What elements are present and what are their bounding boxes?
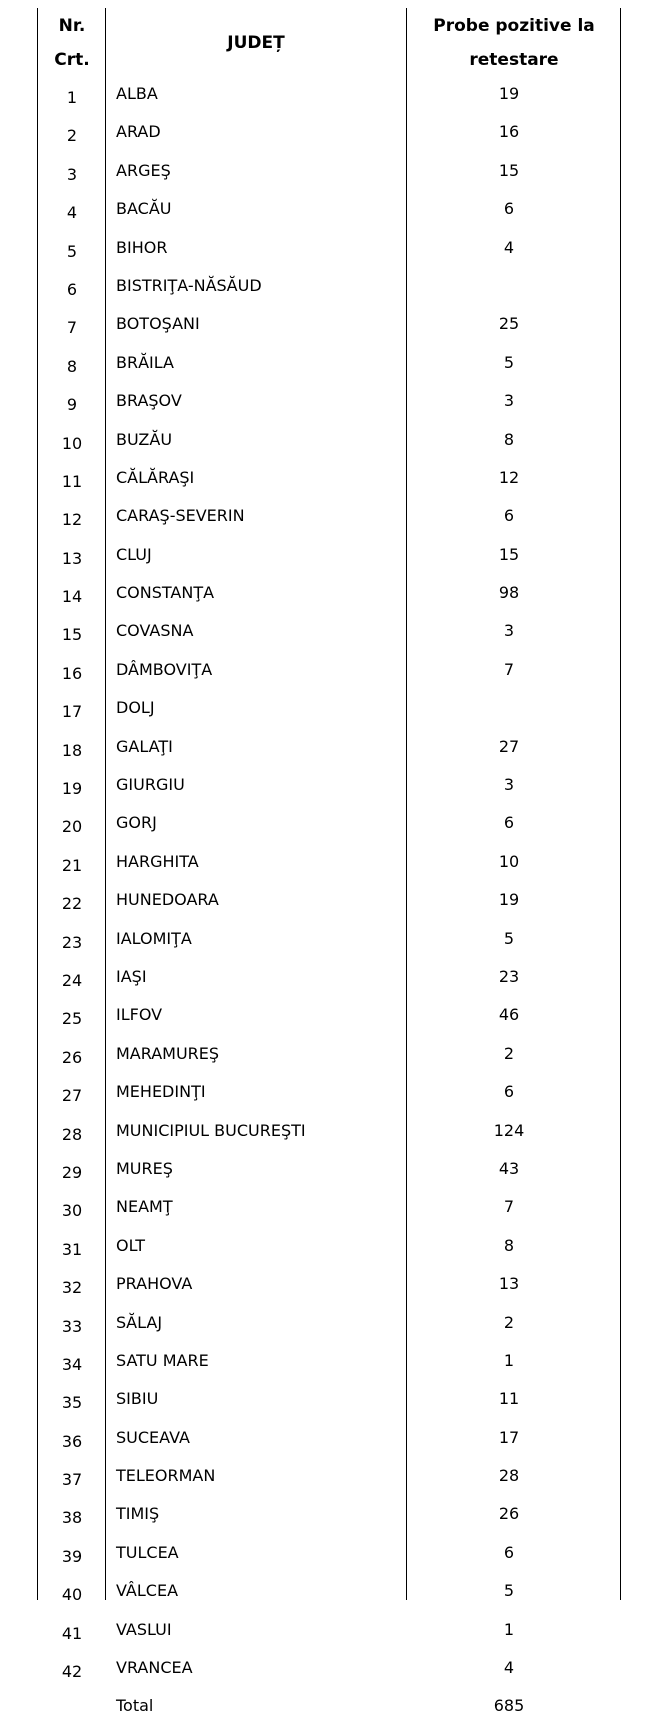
row-number: 36 bbox=[61, 1431, 83, 1451]
table-row bbox=[38, 577, 620, 615]
county-name: ILFOV bbox=[116, 1005, 163, 1025]
positive-retests-value: 7 bbox=[503, 1197, 515, 1217]
county-name: BRAŞOV bbox=[116, 391, 182, 411]
table-row bbox=[38, 1076, 620, 1114]
positive-retests-value: 8 bbox=[503, 1235, 515, 1255]
header-nr-crt bbox=[38, 8, 106, 78]
county-name: MUREŞ bbox=[116, 1158, 173, 1178]
header-judet-label: JUDEȚ bbox=[227, 33, 285, 53]
county-name: GIURGIU bbox=[116, 775, 185, 795]
header-judet bbox=[106, 8, 406, 78]
table-row bbox=[38, 155, 620, 193]
row-number: 5 bbox=[66, 241, 78, 261]
table-row bbox=[38, 923, 620, 961]
county-name: ARGEŞ bbox=[116, 160, 171, 180]
positive-retests-value: 15 bbox=[498, 544, 520, 564]
row-number: 12 bbox=[61, 510, 83, 530]
table-row bbox=[38, 308, 620, 346]
row-number: 37 bbox=[61, 1470, 83, 1490]
county-name: CARAŞ-SEVERIN bbox=[116, 506, 245, 526]
positive-retests-value: 5 bbox=[503, 352, 515, 372]
county-name: IAŞI bbox=[116, 966, 147, 986]
row-number: 39 bbox=[61, 1546, 83, 1566]
table-row bbox=[38, 1038, 620, 1076]
table-body bbox=[38, 78, 620, 1729]
county-name: MUNICIPIUL BUCUREŞTI bbox=[116, 1120, 306, 1140]
row-number: 41 bbox=[61, 1623, 83, 1643]
table-row bbox=[38, 1383, 620, 1421]
table-header bbox=[38, 8, 620, 78]
table-row bbox=[38, 1153, 620, 1191]
county-name: OLT bbox=[116, 1235, 146, 1255]
county-name: SIBIU bbox=[116, 1389, 159, 1409]
county-name: ARAD bbox=[116, 122, 161, 142]
county-name: SUCEAVA bbox=[116, 1427, 190, 1447]
row-number: 13 bbox=[61, 548, 83, 568]
positive-retests-value: 19 bbox=[498, 890, 520, 910]
table-row bbox=[38, 999, 620, 1037]
positive-retests-value: 13 bbox=[498, 1274, 520, 1294]
positive-retests-value: 16 bbox=[498, 122, 520, 142]
table-row bbox=[38, 1690, 620, 1728]
header-value-line1: Probe pozitive la bbox=[433, 16, 595, 36]
row-number: 20 bbox=[61, 817, 83, 837]
county-name: MEHEDINŢI bbox=[116, 1082, 206, 1102]
table-row bbox=[38, 1345, 620, 1383]
positive-retests-value: 28 bbox=[498, 1466, 520, 1486]
positive-retests-value: 43 bbox=[498, 1158, 520, 1178]
positive-retests-value: 2 bbox=[503, 1043, 515, 1063]
positive-retests-value: 6 bbox=[503, 506, 515, 526]
data-table bbox=[37, 8, 621, 1716]
positive-retests-value: 3 bbox=[503, 775, 515, 795]
positive-retests-value: 6 bbox=[503, 1082, 515, 1102]
county-name: BACĂU bbox=[116, 199, 172, 219]
county-name: VÂLCEA bbox=[116, 1581, 179, 1601]
table-row bbox=[38, 807, 620, 845]
table-row bbox=[38, 462, 620, 500]
row-number: 3 bbox=[66, 164, 78, 184]
row-number: 26 bbox=[61, 1047, 83, 1067]
county-name: SĂLAJ bbox=[116, 1312, 163, 1332]
row-number: 11 bbox=[61, 471, 83, 491]
table-row bbox=[38, 1115, 620, 1153]
table-row bbox=[38, 654, 620, 692]
row-number: 24 bbox=[61, 970, 83, 990]
table-row bbox=[38, 1652, 620, 1690]
positive-retests-value: 1 bbox=[503, 1619, 515, 1639]
table-row bbox=[38, 1575, 620, 1613]
row-number: 34 bbox=[61, 1354, 83, 1374]
row-number: 38 bbox=[61, 1508, 83, 1528]
county-name: VRANCEA bbox=[116, 1658, 193, 1678]
county-name: IALOMIŢA bbox=[116, 928, 192, 948]
county-name: DÂMBOVIŢA bbox=[116, 659, 213, 679]
positive-retests-value: 4 bbox=[503, 237, 515, 257]
table-row bbox=[38, 1191, 620, 1229]
county-name: GALAŢI bbox=[116, 736, 173, 756]
county-name: NEAMŢ bbox=[116, 1197, 173, 1217]
positive-retests-value: 27 bbox=[498, 736, 520, 756]
positive-retests-value: 685 bbox=[493, 1696, 525, 1716]
table-row bbox=[38, 1230, 620, 1268]
row-number: 1 bbox=[66, 88, 78, 107]
positive-retests-value: 6 bbox=[503, 813, 515, 833]
table-row bbox=[38, 270, 620, 308]
row-number: 18 bbox=[61, 740, 83, 760]
row-number: 6 bbox=[66, 279, 78, 299]
positive-retests-value: 5 bbox=[503, 928, 515, 948]
positive-retests-value: 124 bbox=[493, 1120, 525, 1140]
positive-retests-value: 6 bbox=[503, 1542, 515, 1562]
row-number: 7 bbox=[66, 318, 78, 338]
positive-retests-value: 3 bbox=[503, 391, 515, 411]
county-name: HUNEDOARA bbox=[116, 890, 219, 910]
header-nr-line2: Crt. bbox=[54, 50, 90, 70]
county-name: BRĂILA bbox=[116, 352, 174, 372]
county-name: MARAMUREŞ bbox=[116, 1043, 220, 1063]
positive-retests-value: 4 bbox=[503, 1658, 515, 1678]
row-number: 25 bbox=[61, 1009, 83, 1029]
positive-retests-value: 1 bbox=[503, 1350, 515, 1370]
county-name: CLUJ bbox=[116, 544, 152, 564]
county-name: CĂLĂRAŞI bbox=[116, 467, 195, 487]
table-row bbox=[38, 884, 620, 922]
header-value-line2: retestare bbox=[469, 50, 559, 70]
county-name: TULCEA bbox=[116, 1542, 179, 1562]
row-number: 32 bbox=[61, 1278, 83, 1298]
row-number: 14 bbox=[61, 587, 83, 607]
county-name: COVASNA bbox=[116, 621, 194, 641]
county-name: SATU MARE bbox=[116, 1350, 209, 1370]
table-row bbox=[38, 1460, 620, 1498]
row-number: 16 bbox=[61, 663, 83, 683]
county-name: ALBA bbox=[116, 84, 158, 103]
row-number: 28 bbox=[61, 1124, 83, 1144]
table-row bbox=[38, 385, 620, 423]
county-name: PRAHOVA bbox=[116, 1274, 193, 1294]
positive-retests-value: 15 bbox=[498, 160, 520, 180]
table-row bbox=[38, 615, 620, 653]
table-row bbox=[38, 500, 620, 538]
row-number: 2 bbox=[66, 126, 78, 146]
table-row bbox=[38, 692, 620, 730]
table-row bbox=[38, 769, 620, 807]
county-name: HARGHITA bbox=[116, 851, 199, 871]
positive-retests-value: 2 bbox=[503, 1312, 515, 1332]
county-name: TIMIŞ bbox=[116, 1504, 160, 1524]
table-row bbox=[38, 1268, 620, 1306]
positive-retests-value: 5 bbox=[503, 1581, 515, 1601]
county-name: CONSTANŢA bbox=[116, 583, 215, 603]
table-row bbox=[38, 1422, 620, 1460]
positive-retests-value: 12 bbox=[498, 467, 520, 487]
positive-retests-value: 25 bbox=[498, 314, 520, 334]
positive-retests-value: 10 bbox=[498, 851, 520, 871]
row-number: 29 bbox=[61, 1162, 83, 1182]
county-name: TELEORMAN bbox=[116, 1466, 216, 1486]
county-name: BIHOR bbox=[116, 237, 168, 257]
row-number: 23 bbox=[61, 932, 83, 952]
row-number: 30 bbox=[61, 1201, 83, 1221]
row-number: 27 bbox=[61, 1086, 83, 1106]
row-number: 31 bbox=[61, 1239, 83, 1259]
row-number: 33 bbox=[61, 1316, 83, 1336]
table-row bbox=[38, 424, 620, 462]
row-number: 8 bbox=[66, 356, 78, 376]
table-row bbox=[38, 731, 620, 769]
header-nr-line1: Nr. bbox=[58, 16, 86, 36]
row-number: 19 bbox=[61, 779, 83, 799]
positive-retests-value: 26 bbox=[498, 1504, 520, 1524]
positive-retests-value: 23 bbox=[498, 966, 520, 986]
row-number: 22 bbox=[61, 894, 83, 914]
county-name: Total bbox=[116, 1696, 154, 1716]
header-value bbox=[407, 8, 621, 78]
table-row bbox=[38, 1307, 620, 1345]
county-name: VASLUI bbox=[116, 1619, 172, 1639]
table-row bbox=[38, 116, 620, 154]
county-name: DOLJ bbox=[116, 698, 155, 718]
row-number: 4 bbox=[66, 203, 78, 223]
row-number: 17 bbox=[61, 702, 83, 722]
table-row bbox=[38, 1537, 620, 1575]
table-row bbox=[38, 347, 620, 385]
positive-retests-value: 11 bbox=[498, 1389, 520, 1409]
positive-retests-value: 3 bbox=[503, 621, 515, 641]
positive-retests-value: 8 bbox=[503, 429, 515, 449]
row-number: 15 bbox=[61, 625, 83, 645]
positive-retests-value: 7 bbox=[503, 659, 515, 679]
row-number: 9 bbox=[66, 395, 78, 415]
county-name: BOTOŞANI bbox=[116, 314, 200, 334]
row-number: 40 bbox=[61, 1585, 83, 1605]
table-row bbox=[38, 961, 620, 999]
row-number: 10 bbox=[61, 433, 83, 453]
positive-retests-value: 46 bbox=[498, 1005, 520, 1025]
table-row bbox=[38, 539, 620, 577]
table-row bbox=[38, 1498, 620, 1536]
county-name: BUZĂU bbox=[116, 429, 173, 449]
county-name: GORJ bbox=[116, 813, 157, 833]
table-row bbox=[38, 846, 620, 884]
row-number: 35 bbox=[61, 1393, 83, 1413]
positive-retests-value: 98 bbox=[498, 583, 520, 603]
table-row bbox=[38, 78, 620, 116]
table-row bbox=[38, 193, 620, 231]
county-name: BISTRIŢA-NĂSĂUD bbox=[116, 275, 262, 295]
table-row bbox=[38, 232, 620, 270]
positive-retests-value: 17 bbox=[498, 1427, 520, 1447]
row-number: 21 bbox=[61, 855, 83, 875]
row-number: 42 bbox=[61, 1662, 83, 1682]
positive-retests-value: 19 bbox=[498, 84, 520, 103]
table-row bbox=[38, 1614, 620, 1652]
positive-retests-value: 6 bbox=[503, 199, 515, 219]
